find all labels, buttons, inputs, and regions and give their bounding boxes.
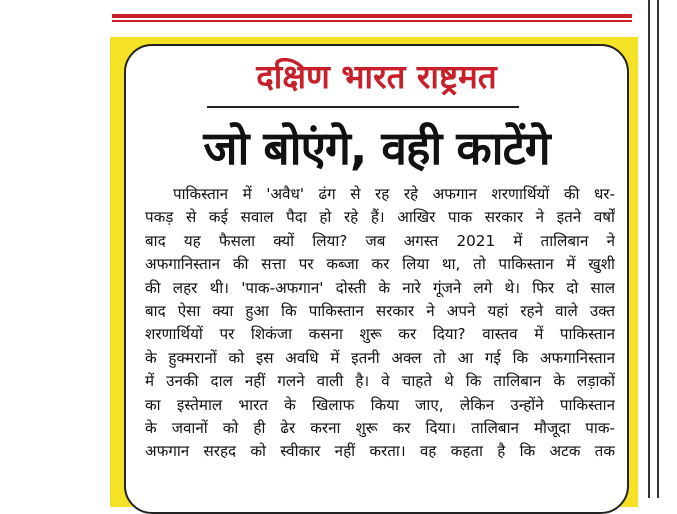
body-line: पकड़ से कई सवाल पैदा हो रहे हैं। आखिर पाक सरकार ने इतने वर्षों (145, 208, 615, 227)
body-line: में उनकी दाल नहीं गलने वाली है। वे चाहते थे कि तालिबान के लड़ाकों (145, 372, 615, 391)
top-red-rule (112, 14, 632, 18)
editorial-body (145, 183, 615, 464)
editorial-headline: जो बोएंगे, वही काटेंगे (203, 121, 550, 175)
body-line: बाद ऐसा क्या हुआ कि पाकिस्तान सरकार ने अपने यहां रहने वाले उक्त (145, 302, 615, 321)
body-line: शरणार्थियों पर शिकंजा कसना शुरू कर दिया? वास्तव में पाकिस्तान (145, 325, 615, 344)
masthead-underline (207, 106, 519, 108)
body-line: की लहर थी। 'पाक-अफगान' दोस्ती के नारे गूंजने लगे थे। फिर दो साल (145, 278, 615, 297)
body-line: अफगान सरहद को स्वीकार नहीं करता। वह कहता है कि अटक तक (145, 442, 615, 461)
body-line: का इस्तेमाल भारत के खिलाफ किया जाए, लेकिन उन्होंने पाकिस्तान (145, 395, 615, 414)
body-line: बाद यह फैसला क्यों लिया? जब अगस्त 2021 में तालिबान ने (145, 231, 615, 250)
body-line: के जवानों को ही ढेर करना शुरू कर दिया। तालिबान मौजूदा पाक- (145, 419, 615, 438)
body-line: पाकिस्तान में 'अवैध' ढंग से रह रहे अफगान शरणार्थियों की धर- (173, 185, 615, 203)
column-divider-line (657, 0, 659, 498)
column-divider-line (648, 0, 650, 498)
body-line: के हुक्मरानों को इस अवधि में इतनी अक्ल तो आ गई कि अफगानिस्तान (145, 348, 615, 367)
top-red-thin-rule (112, 20, 632, 22)
masthead-title: दक्षिण भारत राष्ट्रमत (256, 57, 497, 96)
body-line: अफगानिस्तान की सत्ता पर कब्जा कर लिया था, तो पाकिस्तान में खुशी (145, 255, 615, 274)
